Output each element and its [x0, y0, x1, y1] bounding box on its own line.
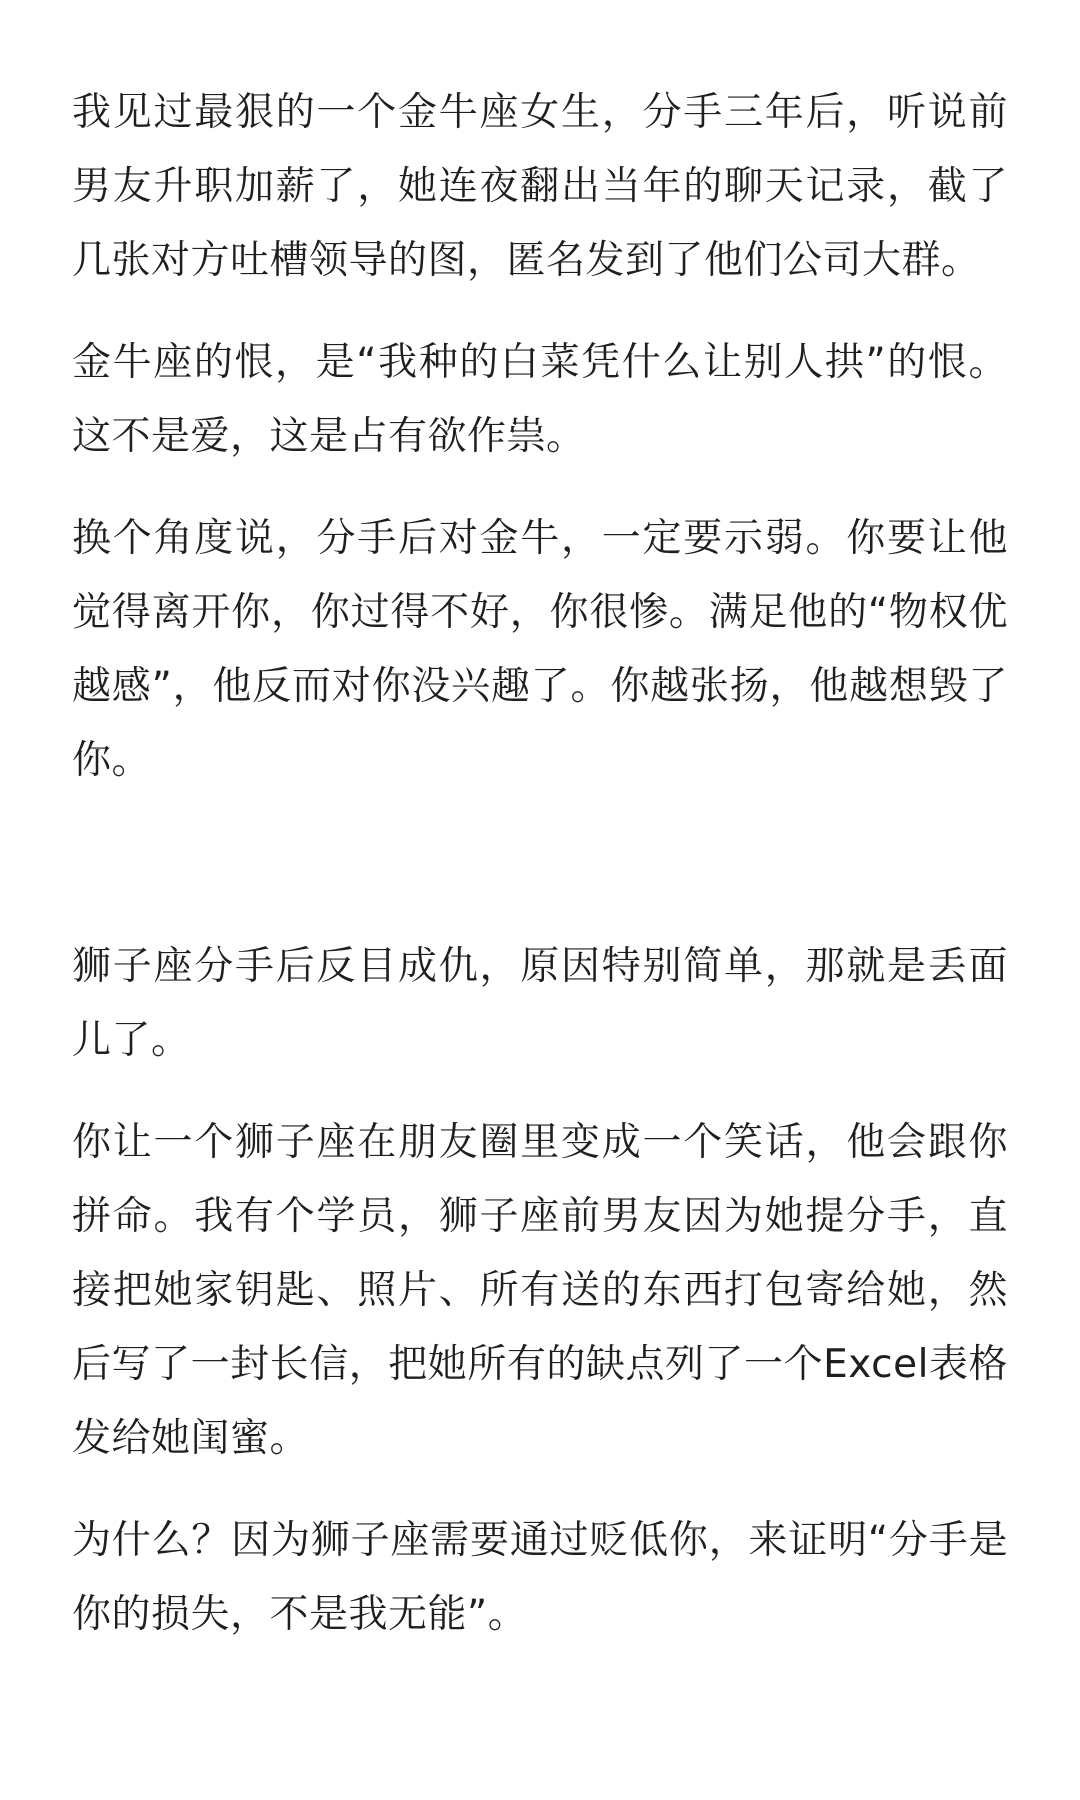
paragraph-taurus-story: 我见过最狠的一个金牛座女生，分手三年后，听说前男友升职加薪了，她连夜翻出当年的聊天记录，截了几张对方吐槽领导的图，匿名发到了他们公司大群。: [72, 90, 1008, 283]
article-body: [72, 76, 1008, 1680]
section-spacer: [72, 826, 1008, 930]
paragraph-taurus-advice: 换个角度说，分手后对金牛，一定要示弱。你要让他觉得离开你，你过得不好，你很惨。满足他的“物权优越感”，他反而对你没兴趣了。你越张扬，他越想毁了你。: [72, 516, 1008, 783]
paragraph-taurus-hate: 金牛座的恨，是“我种的白菜凭什么让别人拱”的恨。这不是爱，这是占有欲作祟。: [72, 340, 1008, 459]
paragraph-leo-why: 为什么？因为狮子座需要通过贬低你，来证明“分手是你的损失，不是我无能”。: [72, 1518, 1008, 1637]
paragraph-leo-intro: 狮子座分手后反目成仇，原因特别简单，那就是丢面儿了。: [72, 944, 1008, 1063]
paragraph-leo-story: 你让一个狮子座在朋友圈里变成一个笑话，他会跟你拼命。我有个学员，狮子座前男友因为她提分手，直接把她家钥匙、照片、所有送的东西打包寄给她，然后写了一封长信，把她所有的缺点列了一个Excel表格发给她闺蜜。: [72, 1120, 1008, 1461]
